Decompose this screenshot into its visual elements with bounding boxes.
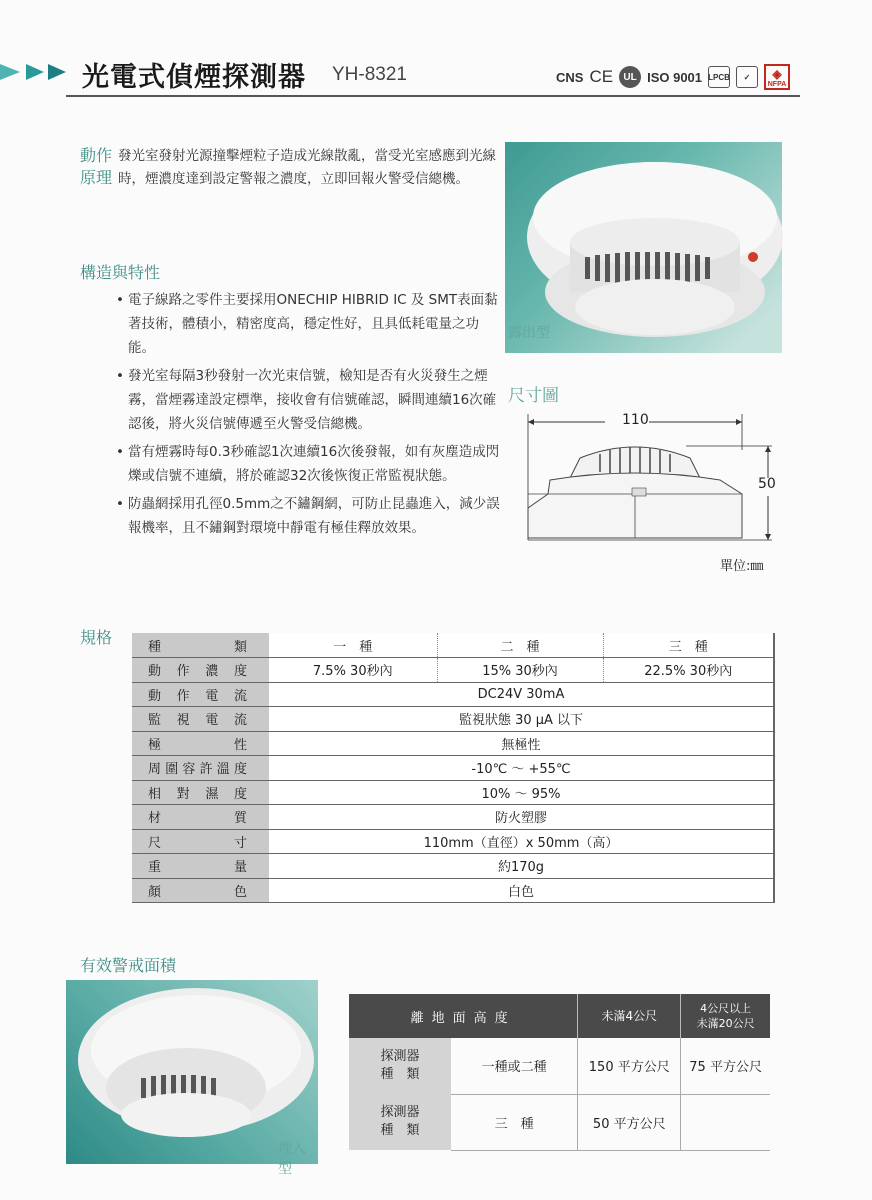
height-col-2: 4公尺以上 未滿20公尺	[681, 994, 770, 1038]
ce-mark: CE	[589, 67, 614, 86]
table-row	[349, 1038, 770, 1094]
features-list	[118, 288, 503, 544]
dimension-drawing	[520, 410, 780, 555]
table-row	[132, 682, 774, 707]
feature-item: • 當有煙霧時每0.3秒確認1次連續16次後發報，如有灰塵造成閃爍或信號不連續，將於確認32次後恢復正常監視狀態。	[118, 440, 503, 488]
table-cell	[681, 1094, 770, 1150]
coverage-label: 有效警戒面積	[80, 956, 177, 975]
table-row	[132, 805, 774, 830]
table-cell: 7.5% 30秒內	[269, 658, 437, 683]
table-cell: 75 平方公尺	[681, 1038, 770, 1094]
lpcb-icon: LPCB	[708, 66, 730, 88]
table-row	[132, 878, 774, 903]
row-header: 極性	[132, 731, 269, 756]
spec-table	[132, 633, 775, 903]
table-cell: 15% 30秒內	[437, 658, 603, 683]
page-title: 光電式偵煙探測器	[82, 62, 306, 93]
type-header-1: 一 種	[269, 633, 437, 658]
bsi-kite-icon: ✓	[736, 66, 758, 88]
row-header: 材質	[132, 805, 269, 830]
table-row	[132, 854, 774, 879]
table-row	[349, 994, 770, 1038]
table-cell: 22.5% 30秒內	[603, 658, 774, 683]
model-number: YH-8321	[332, 64, 407, 85]
feature-item: • 防蟲網採用孔徑0.5mm之不鏽鋼網，可防止昆蟲進入，減少誤報機率，且不鏽鋼對環境中靜電有極佳釋放效果。	[118, 492, 503, 540]
type-header-2: 二 種	[437, 633, 603, 658]
table-row	[132, 658, 774, 683]
row-header: 種 類	[132, 633, 269, 658]
ul-icon: UL	[619, 66, 641, 88]
height-header: 離地面高度	[349, 994, 578, 1038]
dimension-width: 110	[622, 412, 649, 428]
certification-logos	[556, 62, 790, 92]
row-header: 動作電流	[132, 682, 269, 707]
table-cell: 50 平方公尺	[578, 1094, 681, 1150]
dimension-height: 50	[758, 476, 776, 492]
photo-caption-flush: 埋入型	[278, 1141, 306, 1177]
row-header: 重量	[132, 854, 269, 879]
operation-text: 發光室發射光源撞擊煙粒子造成光線散亂，當受光室感應到光線時，煙濃度達到設定警報之濃度，立即回報火警受信總機。	[118, 148, 496, 187]
table-cell: 約170g	[269, 854, 774, 879]
table-row	[132, 731, 774, 756]
header-rule	[66, 95, 800, 97]
table-row	[132, 756, 774, 781]
feature-item: • 電子線路之零件主要採用ONECHIP HIBRID IC 及 SMT表面黏著技術，體積小，精密度高，穩定性好，且具低耗電量之功能。	[118, 288, 503, 360]
table-row	[132, 780, 774, 805]
row-header: 探測器 種 類	[349, 1038, 451, 1094]
feature-item: • 發光室每隔3秒發射一次光束信號，檢知是否有火災發生之煙霧，當煙霧達設定標準，接收會有信號確認，瞬間連續16次確認後，將火災信號傳遞至火警受信總機。	[118, 364, 503, 436]
table-row	[349, 1094, 770, 1150]
table-row	[132, 707, 774, 732]
type-header-3: 三 種	[603, 633, 774, 658]
nfpa-icon: ◈ NFPA	[764, 64, 790, 90]
surface-detector-photo	[505, 142, 782, 353]
table-cell: 三 種	[451, 1094, 578, 1150]
table-row	[132, 829, 774, 854]
iso-mark: ISO 9001	[647, 69, 703, 85]
flush-detector-image	[66, 980, 318, 1164]
table-cell: 110mm（直徑）x 50mm（高）	[269, 829, 774, 854]
table-cell: 白色	[269, 878, 774, 903]
table-row	[132, 633, 774, 658]
operation-label: 動作 原理	[80, 146, 113, 187]
row-header: 監視電流	[132, 707, 269, 732]
table-cell: -10℃ ～ +55℃	[269, 756, 774, 781]
dimension-title: 尺寸圖	[508, 386, 559, 406]
coverage-table	[349, 994, 770, 1151]
table-cell: 監視狀態 30 μA 以下	[269, 707, 774, 732]
row-header: 探測器 種 類	[349, 1094, 451, 1150]
row-header: 顏色	[132, 878, 269, 903]
table-cell: 150 平方公尺	[578, 1038, 681, 1094]
flush-detector-photo	[66, 980, 318, 1177]
cns-mark: CNS	[556, 69, 584, 85]
photo-caption-surface: 露出型	[508, 325, 550, 341]
height-col-1: 未滿4公尺	[578, 994, 681, 1038]
features-label: 構造與特性	[80, 263, 161, 282]
header-arrows	[0, 60, 86, 84]
row-header: 尺寸	[132, 829, 269, 854]
row-header: 動作濃度	[132, 658, 269, 683]
row-header: 周圍容許溫度	[132, 756, 269, 781]
spec-label: 規格	[80, 628, 113, 647]
table-cell: 防火塑膠	[269, 805, 774, 830]
table-cell: 一種或二種	[451, 1038, 578, 1094]
row-header: 相對濕度	[132, 780, 269, 805]
table-cell: 10% ～ 95%	[269, 780, 774, 805]
table-cell: DC24V 30mA	[269, 682, 774, 707]
dimension-unit: 單位:㎜	[720, 559, 764, 574]
table-cell: 無極性	[269, 731, 774, 756]
